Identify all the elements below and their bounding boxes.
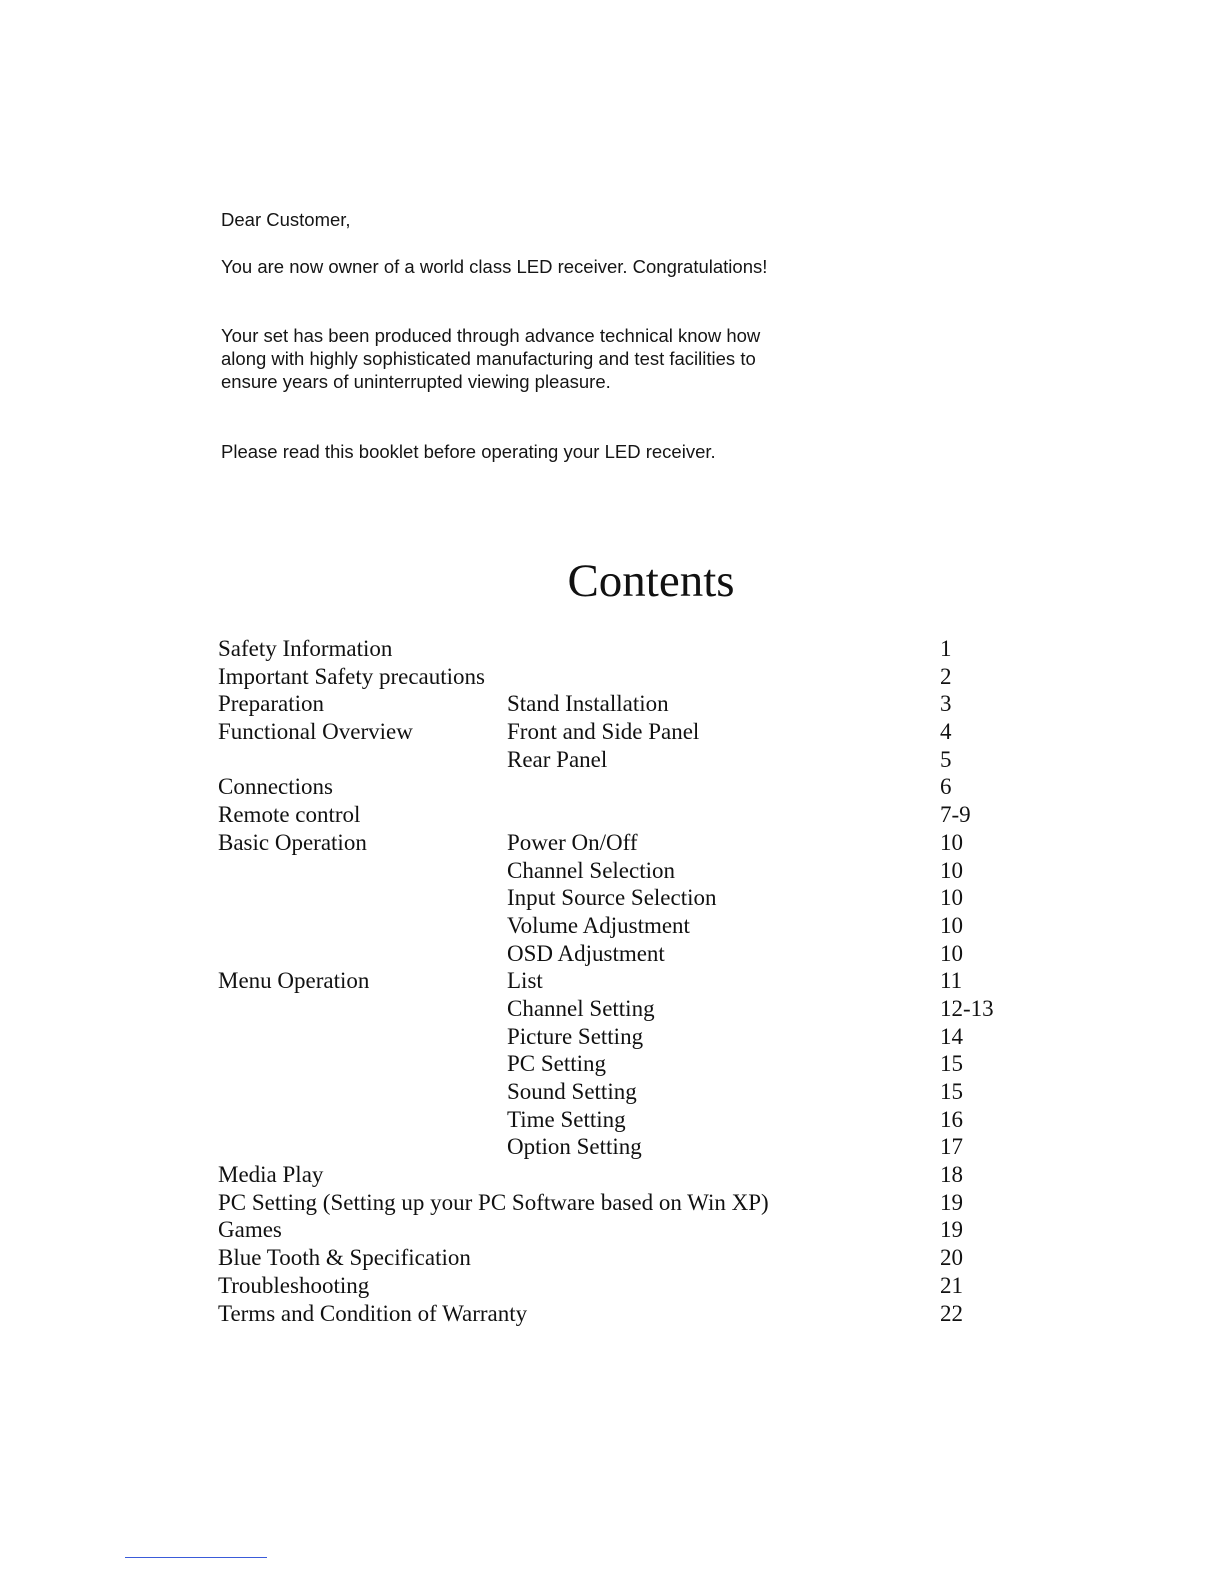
toc-page-number: 22 [940,1300,963,1326]
toc-subsection-title: Picture Setting [507,1023,644,1049]
production-line: Your set has been produced through advance technical know how [221,325,761,346]
toc-section-title: PC Setting (Setting up your PC Software based on Win XP) [218,1189,769,1215]
toc-section-title: Terms and Condition of Warranty [218,1300,528,1326]
toc-subsection-title: Channel Selection [507,857,675,883]
toc-subsection-title: List [507,968,543,994]
toc-section-title: Media Play [218,1162,324,1188]
toc-page-number: 7-9 [940,802,971,828]
toc-row [218,995,1038,1023]
production-paragraph [221,324,760,393]
toc-page-number: 5 [940,746,952,772]
toc-page-number: 11 [940,968,963,994]
footnote-rule [125,1557,267,1558]
toc-page-number: 1 [940,636,952,661]
toc-row [218,1023,1038,1051]
greeting-text: Dear Customer, [221,209,351,230]
toc-row [218,1300,1038,1328]
toc-page-number: 10 [940,829,963,855]
toc-row [218,718,1038,746]
toc-section-title: Remote control [218,802,361,828]
toc-row [218,912,1038,940]
toc-row [218,1244,1038,1272]
toc-subsection-title: PC Setting [507,1051,607,1077]
toc-row [218,829,1038,857]
toc-row [218,857,1038,885]
toc-section-title: Functional Overview [218,719,413,745]
toc-page-number: 17 [940,1134,963,1160]
toc-subsection-title: OSD Adjustment [507,940,665,966]
toc-row [218,1106,1038,1134]
toc-page-number: 6 [940,774,952,800]
production-line: ensure years of uninterrupted viewing pleasure. [221,371,611,392]
toc-subsection-title: Front and Side Panel [507,719,700,745]
congratulations-text: You are now owner of a world class LED receiver. Congratulations! [221,256,768,277]
toc-subsection-title: Sound Setting [507,1079,637,1104]
toc-row [218,690,1038,718]
toc-page-number: 21 [940,1272,963,1298]
toc-section-title: Safety Information [218,636,393,661]
toc-page-number: 15 [940,1079,963,1104]
toc-row [218,1050,1038,1078]
toc-row [218,1133,1038,1161]
contents-title: Contents [567,555,735,607]
toc-page-number: 18 [940,1162,963,1188]
toc-section-title: Games [218,1217,282,1243]
toc-row [218,1161,1038,1189]
toc-section-title: Important Safety precautions [218,663,485,689]
toc-page-number: 15 [940,1051,963,1077]
toc-section-title: Troubleshooting [218,1272,370,1298]
toc-page-number: 14 [940,1023,963,1049]
toc-row [218,1078,1038,1106]
toc-page-number: 10 [940,885,963,911]
toc-section-title: Menu Operation [218,968,370,994]
toc-row [218,663,1038,691]
toc-subsection-title: Power On/Off [507,829,638,855]
toc-subsection-title: Rear Panel [507,746,608,772]
toc-row [218,940,1038,968]
toc-row [218,801,1038,829]
toc-row [218,635,1038,663]
toc-page-number: 16 [940,1106,963,1132]
toc-page-number: 19 [940,1189,963,1215]
toc-page-number: 10 [940,857,963,883]
toc-page-number: 12-13 [940,995,994,1021]
toc-subsection-title: Stand Installation [507,691,669,717]
table-of-contents [218,635,1038,1327]
toc-section-title: Preparation [218,691,325,717]
toc-row [218,1216,1038,1244]
production-line: along with highly sophisticated manufacturing and test facilities to [221,348,756,369]
toc-subsection-title: Option Setting [507,1134,642,1160]
toc-subsection-title: Volume Adjustment [507,912,690,938]
toc-row [218,1189,1038,1217]
toc-section-title: Blue Tooth & Specification [218,1245,471,1271]
toc-row [218,773,1038,801]
toc-page-number: 20 [940,1245,963,1271]
toc-page-number: 3 [940,691,952,717]
toc-row [218,884,1038,912]
toc-page-number: 10 [940,912,963,938]
toc-page-number: 10 [940,940,963,966]
toc-page-number: 2 [940,663,952,689]
toc-row [218,746,1038,774]
read-booklet-text: Please read this booklet before operating your LED receiver. [221,441,716,462]
toc-page-number: 4 [940,719,952,745]
toc-section-title: Basic Operation [218,829,367,855]
toc-subsection-title: Input Source Selection [507,885,717,911]
toc-subsection-title: Time Setting [507,1106,626,1132]
toc-row [218,1272,1038,1300]
toc-subsection-title: Channel Setting [507,995,655,1021]
toc-page-number: 19 [940,1217,963,1243]
toc-row [218,967,1038,995]
toc-section-title: Connections [218,774,333,800]
